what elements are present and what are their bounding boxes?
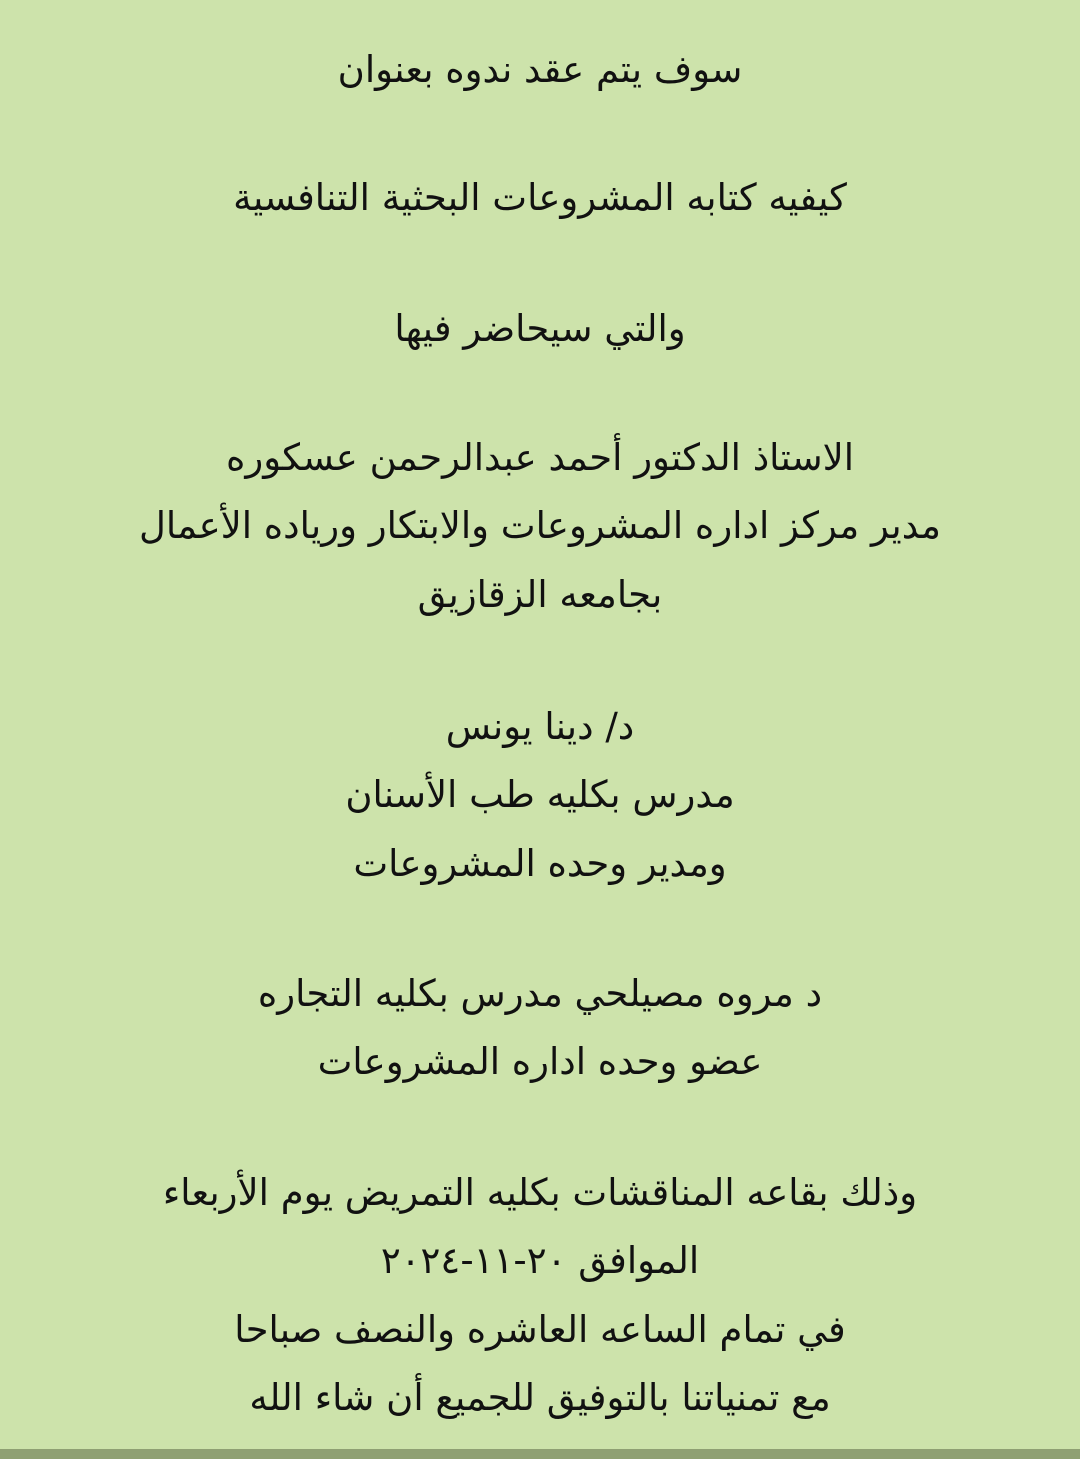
intro-line: سوف يتم عقد ندوه بعنوان <box>337 48 743 91</box>
speaker1-name: الاستاذ الدكتور أحمد عبدالرحمن عسكوره <box>226 436 854 479</box>
presenters-intro: والتي سيحاضر فيها <box>394 307 686 350</box>
venue-line: وذلك بقاعه المناقشات بكليه التمريض يوم الأربعاء <box>162 1171 918 1214</box>
date-line: الموافق ٢٠-١١-٢٠٢٤ <box>380 1239 700 1282</box>
speaker2-role2: ومدير وحده المشروعات <box>353 842 727 885</box>
speaker3-name: د مروه مصيلحي مدرس بكليه التجاره <box>257 972 823 1015</box>
closing-line: مع تمنياتنا بالتوفيق للجميع أن شاء الله <box>249 1376 831 1419</box>
speaker3-role: عضو وحده اداره المشروعات <box>317 1040 763 1083</box>
seminar-title: كيفيه كتابه المشروعات البحثية التنافسية <box>233 176 847 219</box>
speaker2-role: مدرس بكليه طب الأسنان <box>345 773 735 816</box>
speaker2-name: د/ دينا يونس <box>445 705 635 748</box>
speaker1-role: مدير مركز اداره المشروعات والابتكار ورياده الأعمال <box>139 504 941 547</box>
time-line: في تمام الساعه العاشره والنصف صباحا <box>234 1308 846 1351</box>
bottom-edge-bar <box>0 1449 1080 1459</box>
speaker1-affiliation: بجامعه الزقازيق <box>417 573 663 616</box>
